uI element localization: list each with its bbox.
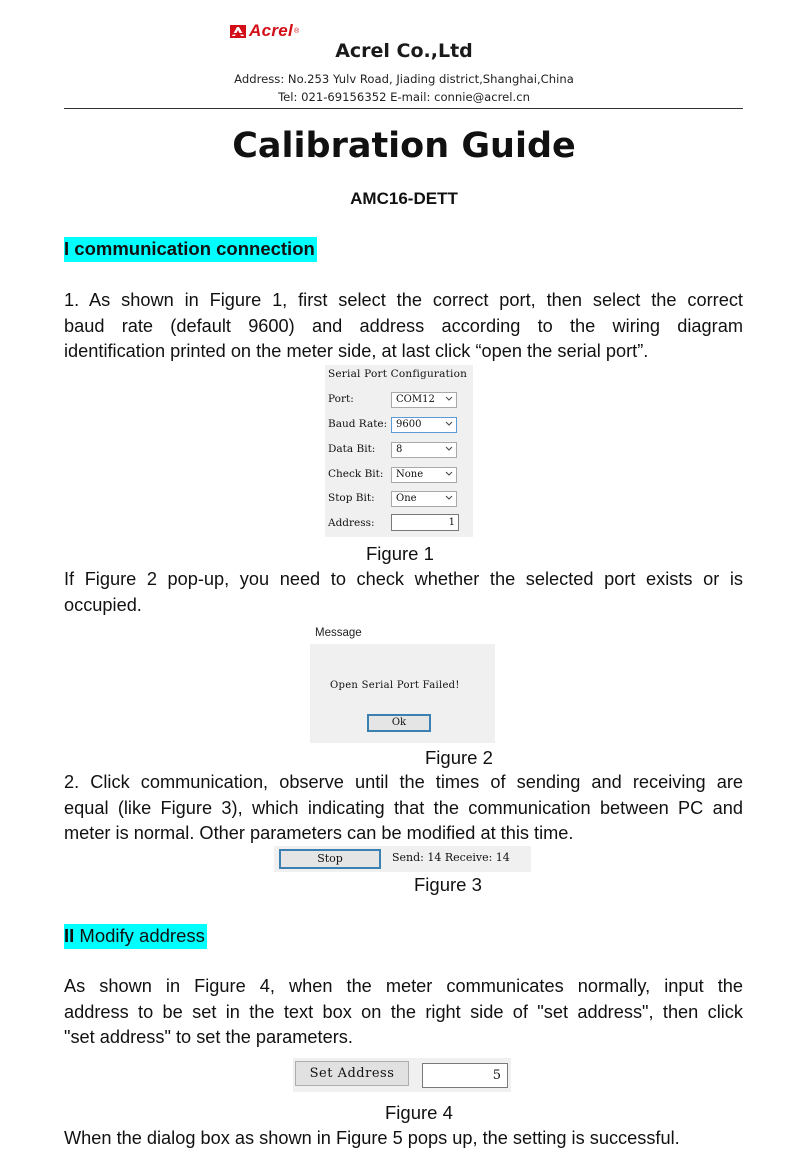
stop-button[interactable]: Stop xyxy=(279,849,381,869)
figure3-caption: Figure 3 xyxy=(414,874,482,895)
config-title: Serial Port Configuration xyxy=(328,368,468,380)
figure2-caption: Figure 2 xyxy=(425,747,493,768)
chevron-down-icon xyxy=(445,493,453,501)
text-line: 2. Click communication, observe until the times of sending and receiving are xyxy=(64,772,743,792)
baud-rate-value: 9600 xyxy=(396,419,422,430)
company-contact: Tel: 021-69156352 E-mail: connie@acrel.cn xyxy=(278,90,530,104)
text-line: 1. As shown in Figure 1, first select the correct port, then select the correct xyxy=(64,290,743,310)
port-value: COM12 xyxy=(396,394,435,405)
document-title: Calibration Guide xyxy=(232,126,576,166)
registered-mark: ® xyxy=(294,27,300,35)
port-label: Port: xyxy=(328,393,354,405)
data-bit-select[interactable] xyxy=(391,442,457,458)
check-bit-select[interactable] xyxy=(391,467,457,483)
stop-bit-value: One xyxy=(396,493,417,504)
figure2-message-dialog xyxy=(310,622,495,743)
text-line: When the dialog box as shown in Figure 5 pops up, the setting is successful. xyxy=(64,1128,680,1148)
text-line: identification printed on the meter side, at last click “open the serial port”. xyxy=(64,341,649,361)
popup-paragraph xyxy=(64,567,743,618)
dialog-title: Message xyxy=(315,627,362,639)
chevron-down-icon xyxy=(445,469,453,477)
port-select[interactable] xyxy=(391,392,457,408)
text-line: equal (like Figure 3), which indicating that the communication between PC and xyxy=(64,797,743,818)
text-line: address to be set in the text box on the right side of "set address", then click xyxy=(64,1001,743,1022)
stop-bit-select[interactable] xyxy=(391,491,457,507)
text-line: "set address" to set the parameters. xyxy=(64,1027,353,1047)
baud-rate-select[interactable] xyxy=(391,417,457,433)
logo-wordmark: Acrel xyxy=(249,21,294,40)
figure4-caption: Figure 4 xyxy=(385,1102,453,1123)
check-bit-label: Check Bit: xyxy=(328,468,384,480)
send-receive-counter: Send: 14 Receive: 14 xyxy=(392,851,510,864)
company-address: Address: No.253 Yulv Road, Jiading district,Shanghai,China xyxy=(234,72,574,86)
figure1-serial-port-config xyxy=(325,365,473,537)
chevron-down-icon xyxy=(445,444,453,452)
chevron-down-icon xyxy=(445,394,453,402)
baud-rate-label: Baud Rate: xyxy=(328,418,388,430)
figure1-caption: Figure 1 xyxy=(366,543,434,564)
figure3-communication-status xyxy=(274,846,531,872)
text-line: As shown in Figure 4, when the meter communicates normally, input the xyxy=(64,976,743,996)
text-line: baud rate (default 9600) and address according to the wiring diagram xyxy=(64,315,743,336)
new-address-input[interactable]: 5 xyxy=(422,1063,508,1088)
document-model: AMC16-DETT xyxy=(350,189,458,208)
ok-button[interactable]: Ok xyxy=(367,714,431,732)
modify-address-paragraph xyxy=(64,974,743,1051)
header-divider xyxy=(64,108,743,109)
data-bit-label: Data Bit: xyxy=(328,443,376,455)
closing-paragraph xyxy=(64,1126,743,1152)
stop-bit-label: Stop Bit: xyxy=(328,492,375,504)
acrel-logo-icon xyxy=(230,23,246,39)
text-line: occupied. xyxy=(64,594,142,615)
check-bit-value: None xyxy=(396,469,424,480)
section-heading-communication: I communication connection xyxy=(64,237,317,262)
section-number: II xyxy=(64,925,75,946)
set-address-button[interactable]: Set Address xyxy=(295,1061,409,1086)
dialog-titlebar xyxy=(310,622,495,644)
figure4-set-address xyxy=(293,1058,511,1092)
section-heading-modify-address xyxy=(64,924,207,949)
chevron-down-icon xyxy=(445,419,453,427)
company-name: Acrel Co.,Ltd xyxy=(335,40,473,62)
data-bit-value: 8 xyxy=(396,444,403,455)
step1-paragraph xyxy=(64,288,743,365)
text-line: If Figure 2 pop-up, you need to check whether the selected port exists or is xyxy=(64,569,743,589)
error-message: Open Serial Port Failed! xyxy=(330,680,460,691)
address-label: Address: xyxy=(328,517,375,529)
address-input[interactable]: 1 xyxy=(391,514,459,531)
text-line: meter is normal. Other parameters can be modified at this time. xyxy=(64,823,574,843)
step2-paragraph xyxy=(64,770,743,847)
section-title: Modify address xyxy=(74,925,205,946)
